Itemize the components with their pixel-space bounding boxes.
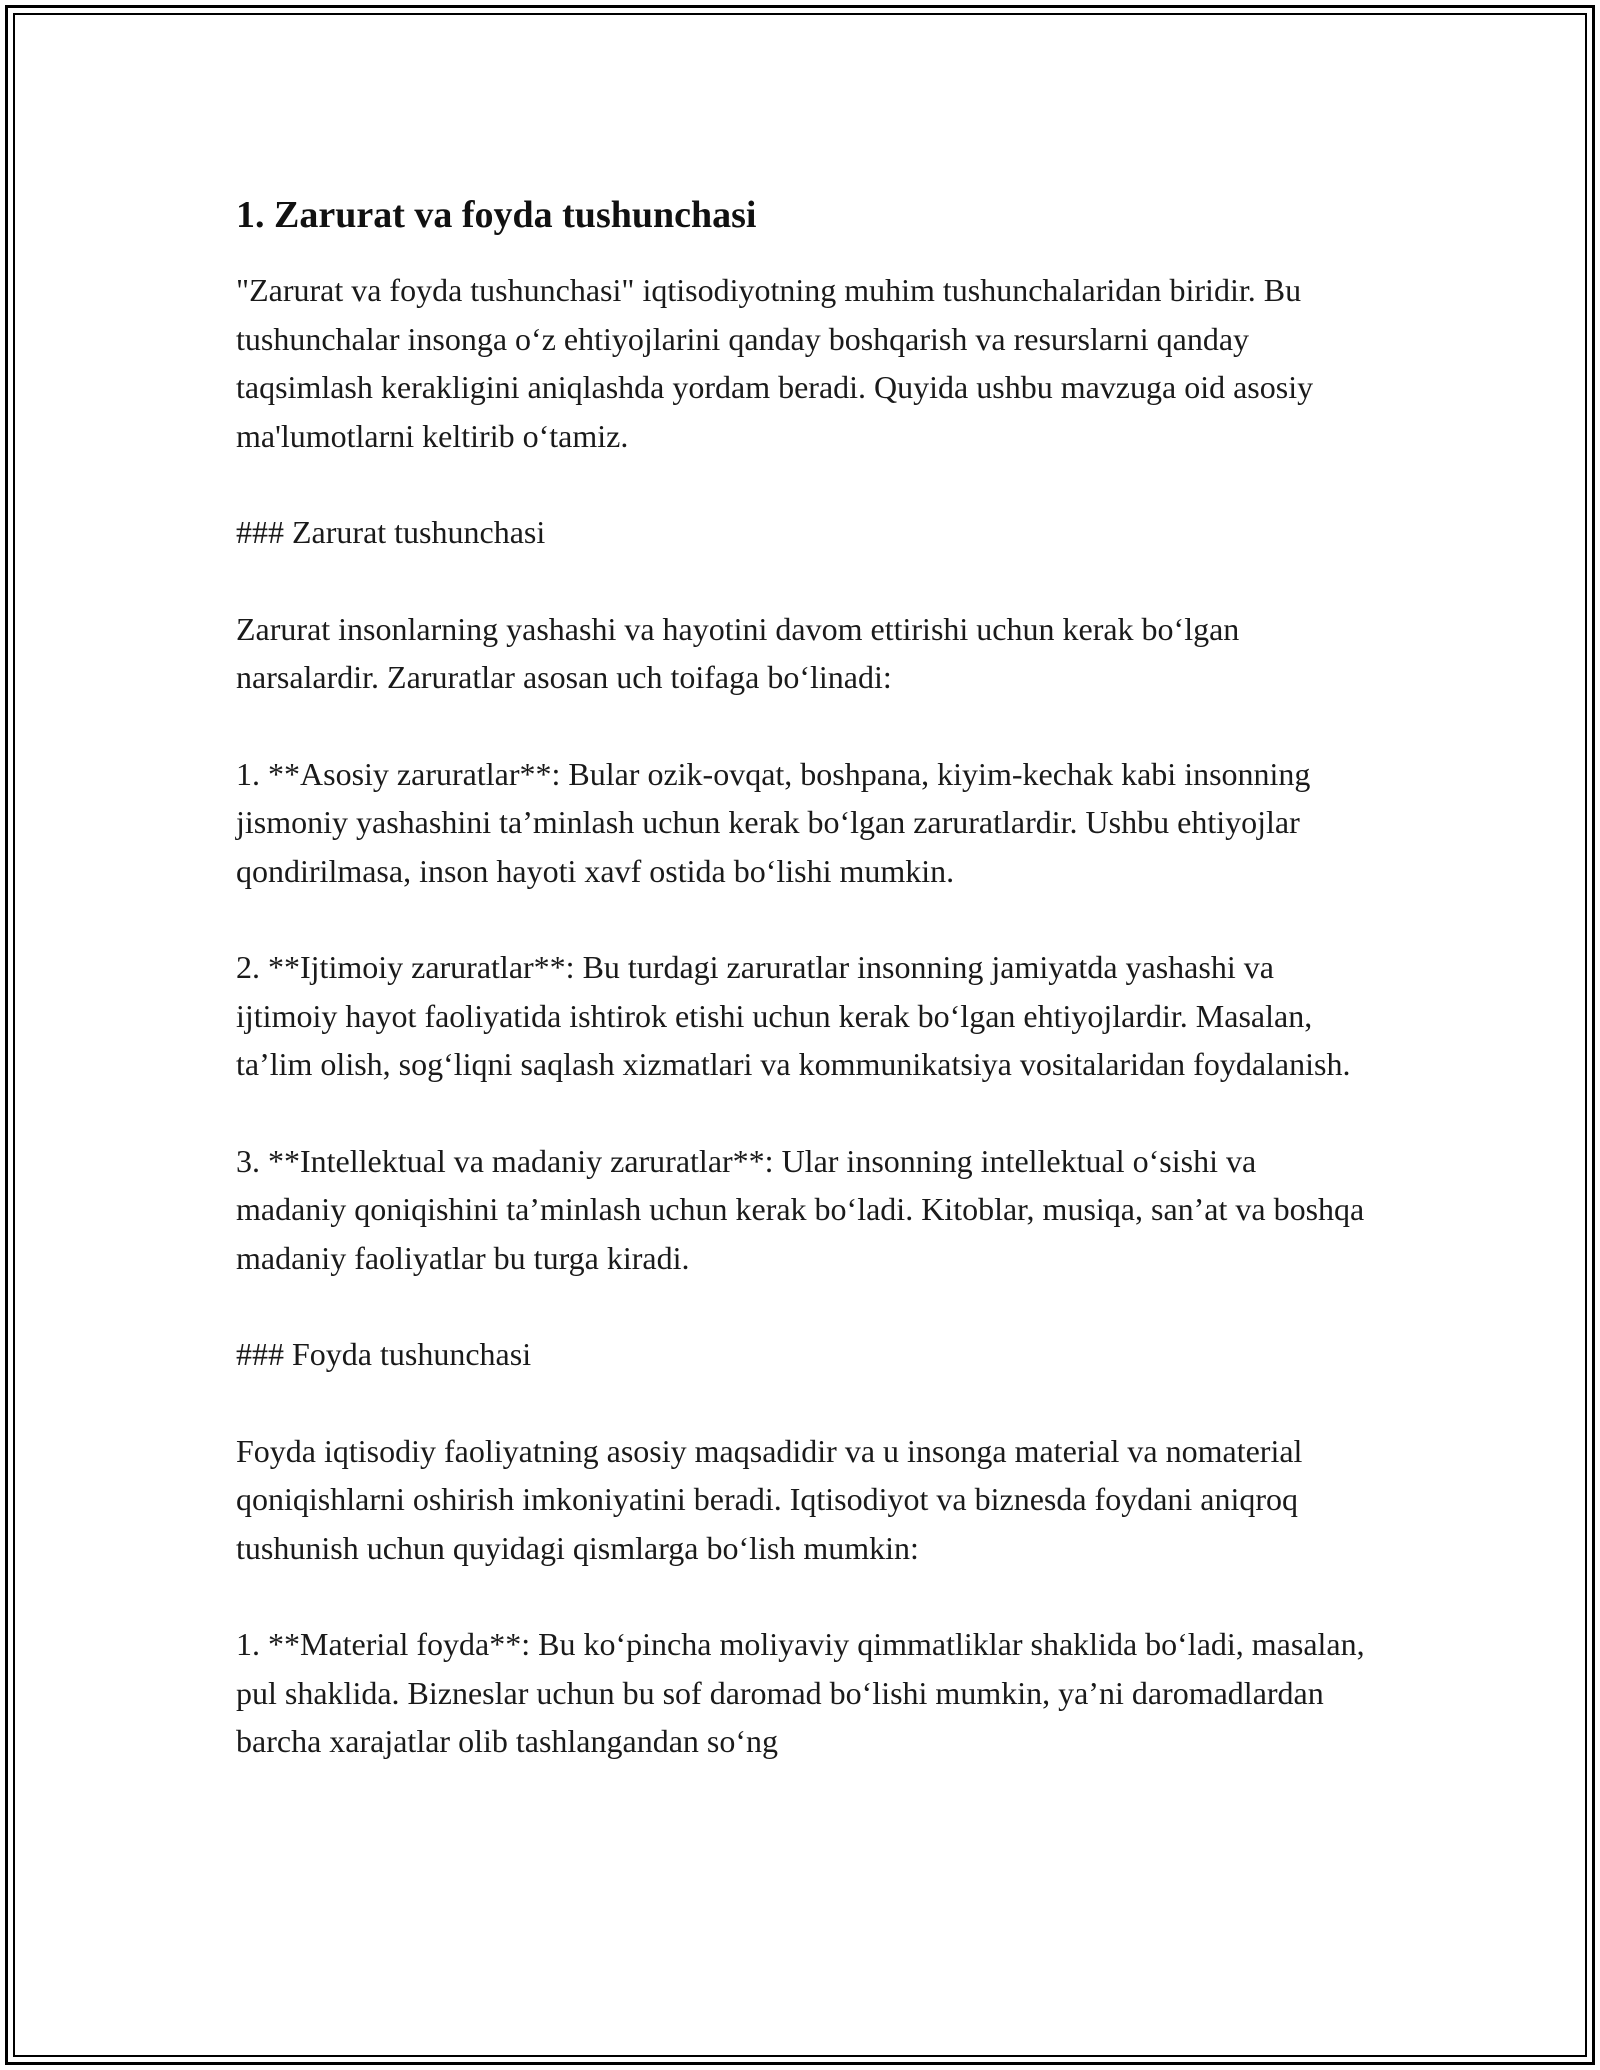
list-item-material-foyda: 1. **Material foyda**: Bu ko‘pincha moliyaviy qimmatliklar shaklida bo‘ladi, masalan, pul shaklida. Bizneslar uchun bu sof daromad bo‘lishi mumkin, ya’ni daromadlardan barcha xarajatlar olib tashlangandan so‘ng	[236, 1626, 1365, 1759]
document-page	[236, 186, 1366, 1814]
list-item-intellektual: 3. **Intellektual va madaniy zaruratlar**: Ular insonning intellektual o‘sishi va madaniy qoniqishini ta’minlash uchun kerak bo‘ladi. Kitoblar, musiqa, san’at va boshqa madaniy faoliyatlar bu turga kiradi.	[236, 1142, 1365, 1276]
section-heading-foyda: ### Foyda tushunchasi	[236, 1336, 532, 1372]
foyda-definition-paragraph: Foyda iqtisodiy faoliyatning asosiy maqsadidir va u insonga material va nomaterial qoniqishlarni oshirish imkoniyatini beradi. Iqtisodiyot va biznesda foydani aniqroq tushunish uchun quyidagi qismlarga bo‘lish mumkin:	[236, 1432, 1303, 1566]
intro-paragraph: "Zarurat va foyda tushunchasi" iqtisodiyotning muhim tushunchalaridan biridir. Bu tushunchalar insonga o‘z ehtiyojlarini qanday boshqarish va resurslarni qanday taqsimlash kerakligini aniqlashda yordam beradi. Quyida ushbu mavzuga oid asosiy ma'lumotlarni keltirib o‘tamiz.	[236, 272, 1314, 454]
zarurat-definition-paragraph: Zarurat insonlarning yashashi va hayotini davom ettirishi uchun kerak bo‘lgan narsalardir. Zaruratlar asosan uch toifaga bo‘linadi:	[236, 610, 1240, 695]
section-heading-zarurat: ### Zarurat tushunchasi	[236, 514, 546, 550]
list-item-ijtimoiy: 2. **Ijtimoiy zaruratlar**: Bu turdagi zaruratlar insonning jamiyatda yashashi va ijtimoiy hayot faoliyatida ishtirok etishi uchun kerak bo‘lgan ehtiyojlardir. Masalan, ta’lim olish, sog‘liqni saqlash xizmatlari va kommunikatsiya vositalaridan foydalanish.	[236, 949, 1351, 1082]
list-item-asosiy: 1. **Asosiy zaruratlar**: Bular ozik-ovqat, boshpana, kiyim-kechak kabi insonning jismoniy yashashini ta’minlash uchun kerak bo‘lgan zaruratlardir. Ushbu ehtiyojlar qondirilmasa, inson hayoti xavf ostida bo‘lishi mumkin.	[236, 755, 1311, 889]
document-title: 1. Zarurat va foyda tushunchasi	[236, 194, 757, 236]
